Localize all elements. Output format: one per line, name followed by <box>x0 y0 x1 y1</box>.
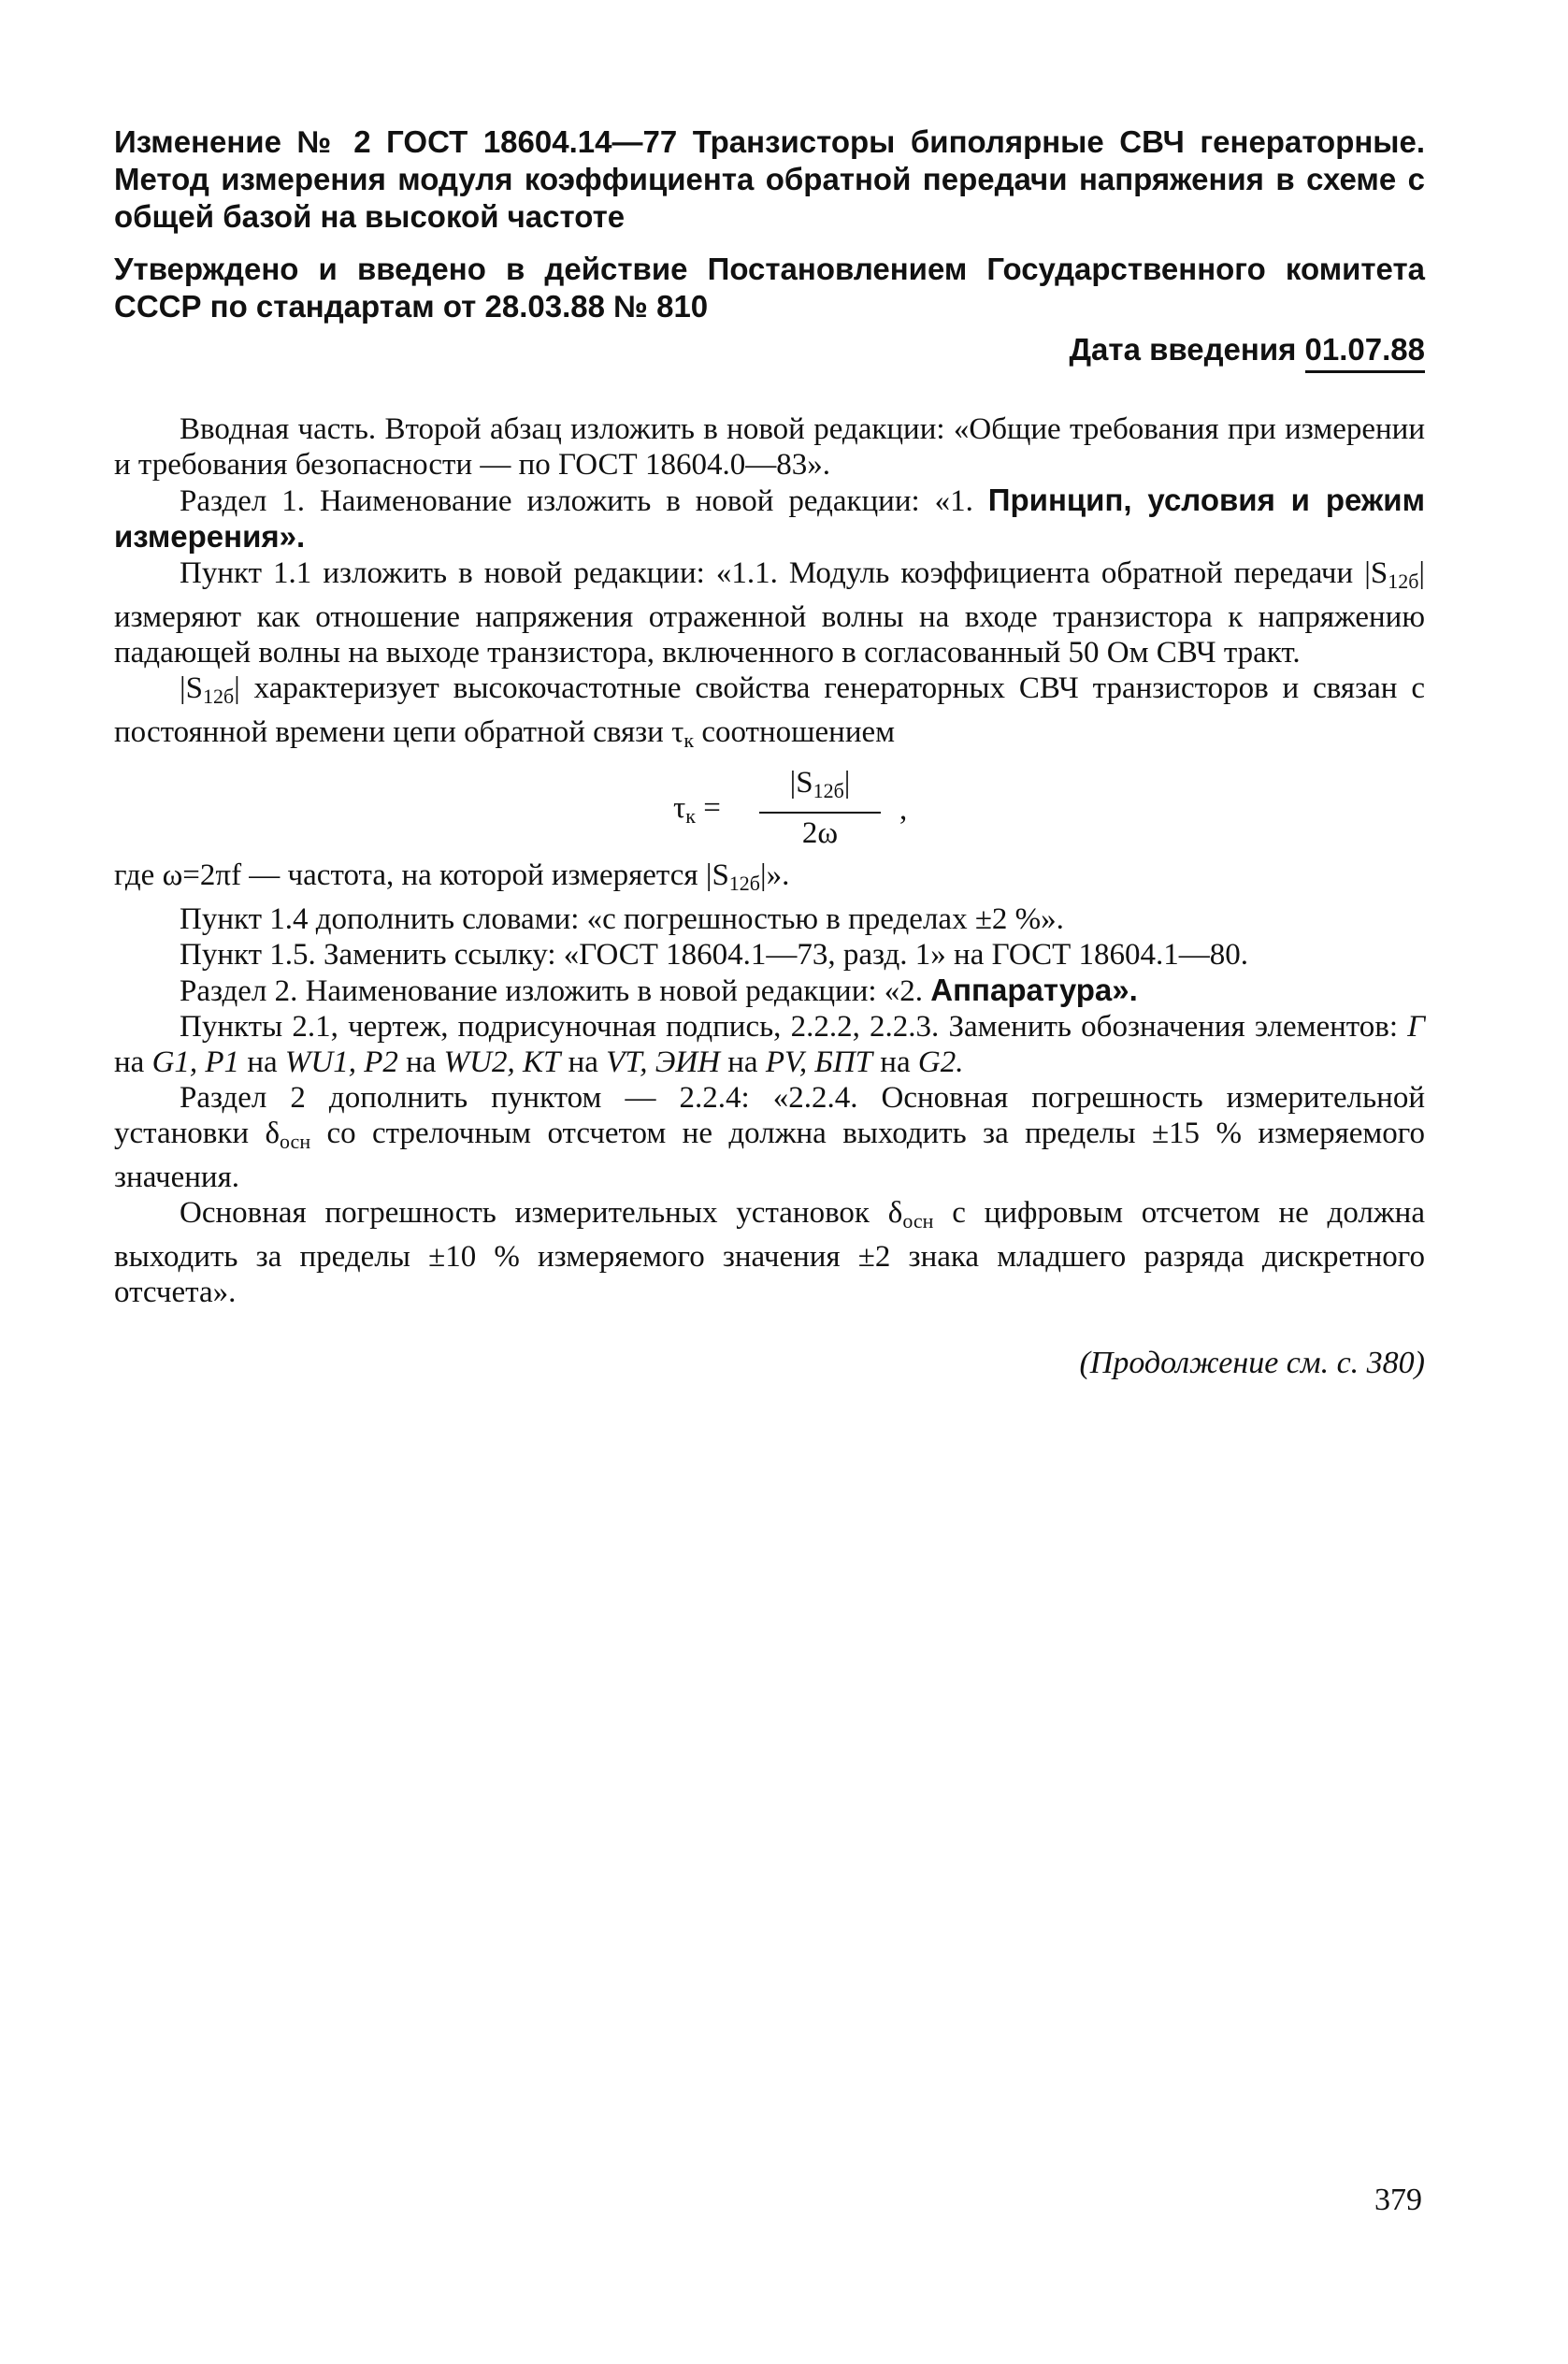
text-span: Раздел 2. Наименование изложить в новой редакции: «2. <box>180 974 931 1008</box>
text-span: на <box>720 1045 766 1079</box>
paragraph-item-1-1 <box>114 555 1425 670</box>
text-span-bold: Аппаратура». <box>930 973 1138 1007</box>
paragraph-item-1-4: Пункт 1.4 дополнить словами: «с погрешностью в пределах ±2 %». <box>180 902 1064 936</box>
subscript: 12б <box>202 685 235 708</box>
text-span: Раздел 2 дополнить пунктом — 2.2.4: «2.2.4. Основная погрешность измерительной установки δ <box>114 1081 1425 1150</box>
formula-lhs <box>673 790 721 834</box>
document-body <box>114 411 1425 1310</box>
designation: G1, P1 <box>151 1045 240 1079</box>
paragraph-item-1-5: Пункт 1.5. Заменить ссылку: «ГОСТ 18604.1—73, разд. 1» на ГОСТ 18604.1—80. <box>180 938 1248 972</box>
formula-equals: = <box>695 791 721 825</box>
designation: PV, БПТ <box>765 1045 873 1079</box>
text-span: с цифровым отсчетом не должна выходить за пределы ±10 % измеряемого значения ±2 знака младшего разряда дискретного отсчета». <box>114 1196 1425 1309</box>
text-span: где ω=2πf — частота, на которой измеряется |S <box>114 858 729 892</box>
designation: WU1, P2 <box>284 1045 398 1079</box>
subscript: 12б <box>813 779 844 802</box>
page-number: 379 <box>1374 2183 1422 2217</box>
paragraph-item-2-2-4 <box>114 1080 1425 1195</box>
text-span: Пункт 1.1 изложить в новой редакции: «1.1. Модуль коэффициента обратной передачи |S <box>180 556 1388 590</box>
document-title: Изменение № 2 ГОСТ 18604.14—77 Транзисторы биполярные СВЧ генераторные. Метод измерения модуля коэффициента обратной передачи напряжения в схеме с общей базой на высокой частоте <box>114 124 1425 234</box>
paragraph-where <box>114 858 1425 901</box>
text-span: со стрелочным отсчетом не должна выходить за пределы ±15 % измеряемого значения. <box>114 1117 1426 1194</box>
approval-statement: Утверждено и введено в действие Постановлением Государственного комитета СССР по стандартам от 28.03.88 № 810 <box>114 252 1425 324</box>
paragraph-intro: Вводная часть. Второй абзац изложить в новой редакции: «Общие требования при измерении и требования безопасности — по ГОСТ 18604.0—83». <box>114 412 1425 482</box>
formula-tau <box>114 764 1425 854</box>
formula-fraction <box>759 764 881 853</box>
subscript: осн <box>280 1130 311 1153</box>
designation: G2. <box>917 1045 964 1079</box>
subscript: осн <box>902 1209 934 1232</box>
subscript: к <box>683 728 695 752</box>
subscript: 12б <box>728 872 760 895</box>
paragraph-s12b <box>114 670 1425 758</box>
text-span: | измеряют как отношение напряжения отраженной волны на входе транзистора к напряжению падающей волны на выходе транзистора, включенного в согласованный 50 Ом СВЧ тракт. <box>114 556 1425 670</box>
text-span: на <box>560 1045 607 1079</box>
text-span: Раздел 1. Наименование изложить в новой редакции: «1. <box>180 484 988 518</box>
designation: Г <box>1407 1010 1425 1044</box>
text-span: |S <box>180 671 203 705</box>
text-span: на <box>239 1045 285 1079</box>
text-span: |». <box>760 858 790 892</box>
formula-tau-symbol: τ <box>673 791 686 825</box>
text-span-bold: Принцип, условия и режим измерения». <box>114 483 1425 554</box>
designation: WU2, KT <box>443 1045 561 1079</box>
text-span: соотношением <box>694 715 896 749</box>
formula-denominator: 2ω <box>801 816 839 850</box>
effective-date-value: 01.07.88 <box>1305 332 1425 373</box>
text-span: на <box>114 1045 152 1079</box>
text-span: |S <box>789 766 813 800</box>
formula-comma: , <box>899 793 908 827</box>
paragraph-section-2 <box>114 973 1425 1009</box>
continuation-note: (Продолжение см. с. 380) <box>1079 1346 1425 1380</box>
subscript: к <box>685 804 696 828</box>
effective-date <box>114 331 1425 368</box>
text-span: на <box>872 1045 918 1079</box>
formula-numerator <box>759 764 881 814</box>
paragraph-items-2-1 <box>114 1009 1425 1080</box>
text-span: | характеризует высокочастотные свойства генераторных СВЧ транзисторов и связан с постоянной времени цепи обратной связи τ <box>114 671 1425 749</box>
text-span: на <box>397 1045 444 1079</box>
text-column <box>114 123 1425 1381</box>
paragraph-section-1 <box>114 483 1425 555</box>
text-span: | <box>843 766 851 800</box>
paragraph-digital-error <box>114 1195 1425 1310</box>
effective-date-label: Дата введения <box>1069 332 1297 367</box>
text-span: Основная погрешность измерительных установок δ <box>180 1196 903 1230</box>
text-span: Пункты 2.1, чертеж, подрисуночная подпись, 2.2.2, 2.2.3. Заменить обозначения элементов: <box>180 1010 1408 1044</box>
designation: VT, ЭИН <box>606 1045 721 1079</box>
subscript: 12б <box>1388 569 1419 593</box>
